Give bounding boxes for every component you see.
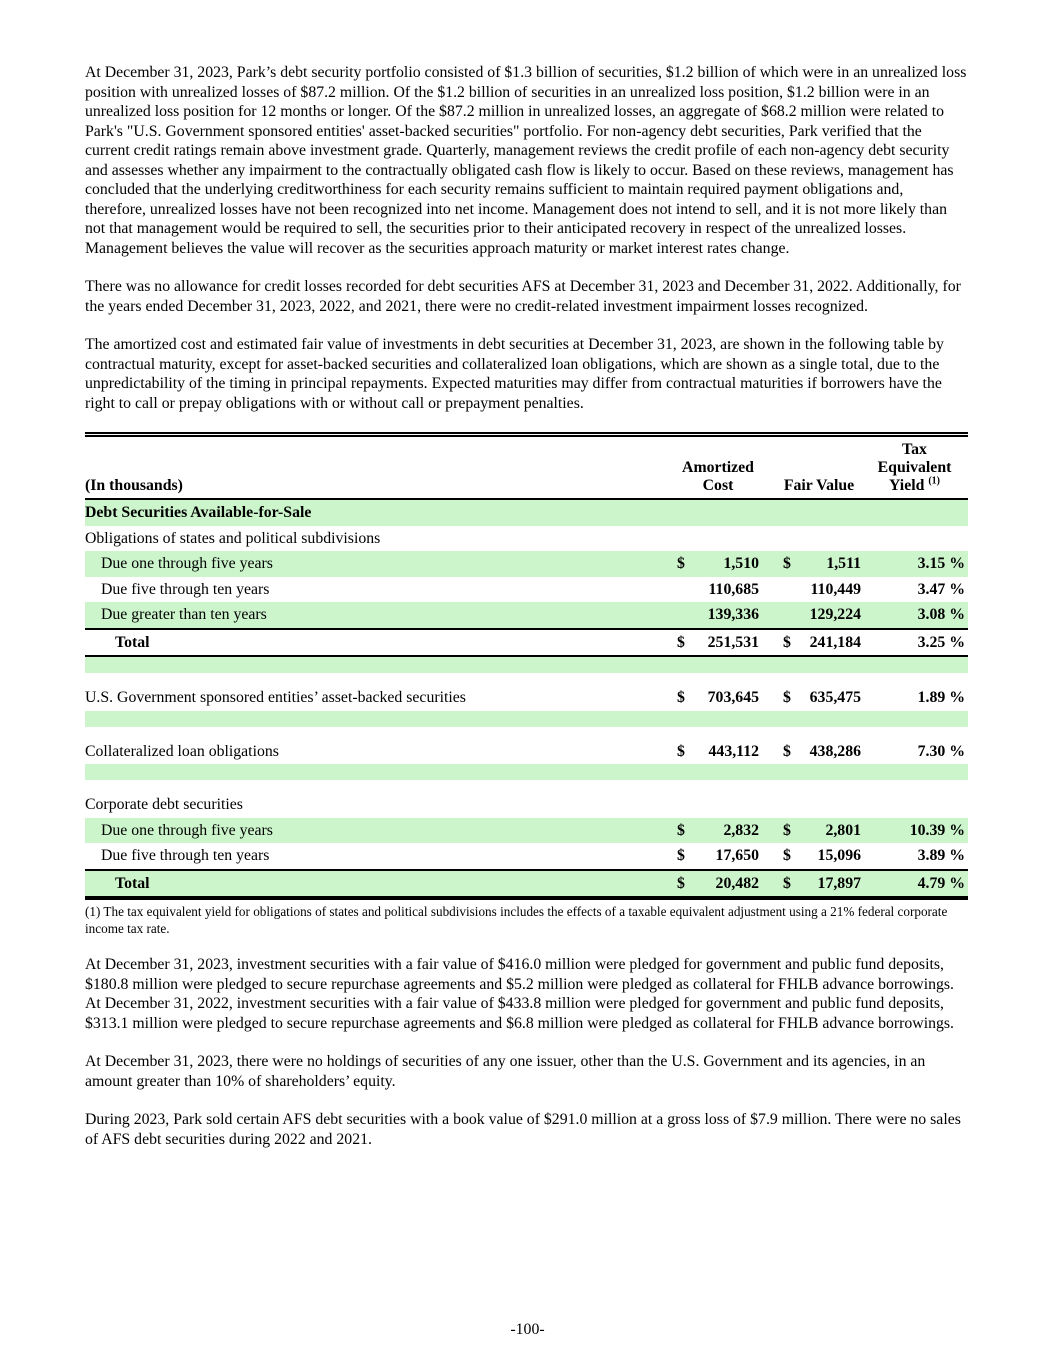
col-header-amortized-cost [677,435,759,500]
data-row-states-due-five-ten [85,577,968,603]
cell-fair-value: 17,897 [803,870,861,899]
debt-securities-maturity-table [85,432,968,900]
data-row-collateralized-loan-obligations [85,739,968,765]
data-row-corporate-due-five-ten [85,843,968,870]
yield-header-line2: Equivalent [877,459,952,476]
col-header-fair-value: Fair Value [759,435,861,500]
cell-dollar: $ [759,870,803,899]
cell-yield: 3.15 % [917,555,965,572]
section-row-corporate-debt-securities: Corporate debt securities [85,792,968,818]
cell-label: Total [85,870,677,899]
cell-fair-value: 2,801 [825,821,861,839]
paragraph-pledged-securities: At December 31, 2023, investment securities with a fair value of $416.0 million were pledged for government and public fund deposits, $180.8 million were pledged to secure repurchase agreements and $5.2 million were pledged as collateral for FHLB advance borrowings. At December 31, 2022, investment securities with a fair value of $433.8 million were pledged for government and public fund deposits, $313.1 million were pledged to secure repurchase agreements and $6.8 million were pledged as collateral for FHLB advance borrowings. [85,956,954,1032]
cell-dollar [759,577,803,603]
cell-dollar: $ [783,555,791,572]
paragraph-credit-losses: There was no allowance for credit losses recorded for debt securities AFS at December 31, 2023 and December 31, 2022. Additionally, for the years ended December 31, 2023, 2022, and 2021, there were no credit-related investment impairment losses recognized. [85,278,961,315]
cell-dollar: $ [677,870,697,899]
cell-yield: 3.25 % [861,629,968,657]
cell-label: Due one through five years [101,821,273,839]
cell-dollar: $ [783,742,791,760]
cell-yield: 4.79 % [861,870,968,899]
section-row-obligations-of-states: Obligations of states and political subdivisions [85,526,968,552]
cell-dollar: $ [677,847,685,864]
col-header-in-thousands: (In thousands) [85,435,677,500]
cell-fair-value: 110,449 [810,580,861,598]
data-row-corporate-due-one-five [85,818,968,844]
cell-yield: 3.89 % [917,847,965,864]
cell-fair-value: 129,224 [809,606,861,623]
cell-fair-value: 241,184 [803,629,861,657]
table-header-row [85,435,968,500]
cell-fair-value: 438,286 [809,742,861,760]
cell-amortized-cost: 443,112 [708,742,759,760]
paragraph-unrealized-losses: At December 31, 2023, Park’s debt security portfolio consisted of $1.3 billion of securities, $1.2 billion of which were in an unrealized loss position with unrealized losses of $87.2 million. Of the $1.2 billion of securities in an unrealized loss position, $1.2 billion were in an unrealized loss position for 12 months or longer. Of the $87.2 million in unrealized losses, an aggregate of $68.2 million were related to Park's "U.S. Government sponsored entities' asset-backed securities" portfolio. For non-agency debt securities, Park verified that the current credit ratings remain above investment grade. Quarterly, management reviews the credit profile of each non-agency debt security and assesses whether any impairment to the contractually obligated cash flow is likely to occur. Based on these reviews, management has concluded that the underlying creditworthiness for each security remains sufficient to maintain required payment obligations and, therefore, unrealized losses have not been recognized into net income. Management does not intend to sell, and it is not more likely than not that management would be required to sell, the securities prior to their anticipated recovery in respect of the unrealized losses. Management believes the value will recover as the securities approach maturity or market interest rates change. [85,64,967,257]
cell-amortized-cost: 20,482 [697,870,759,899]
cell-amortized-cost: 2,832 [723,821,759,839]
spacer-row [85,764,968,780]
total-row-states [85,629,968,657]
cell-dollar: $ [677,555,685,572]
cell-label: Total [85,629,677,657]
spacer-row [85,711,968,727]
cell-amortized-cost: 1,510 [723,555,759,572]
cell-dollar: $ [677,629,697,657]
cell-dollar: $ [677,742,685,760]
amortized-cost-line1: Amortized [682,459,754,476]
cell-dollar: $ [783,821,791,839]
cell-label: U.S. Government sponsored entities’ asset-backed securities [85,689,466,706]
paragraph-contractual-maturity: The amortized cost and estimated fair value of investments in debt securities at December 31, 2023, are shown in the following table by contractual maturity, except for asset-backed securities and collateralized loan obligations, which are shown as a single total, due to the unpredictability of the timing in principal repayments. Expected maturities may differ from contractual maturities if borrowers have the right to call or prepay obligations with or without call or prepayment penalties. [85,336,944,412]
cell-amortized-cost: 110,685 [708,580,759,598]
spacer-row [85,780,968,792]
cell-dollar: $ [677,821,685,839]
paragraph-afs-sales: During 2023, Park sold certain AFS debt securities with a book value of $291.0 million at a gross loss of $7.9 million. There were no sales of AFS debt securities during 2022 and 2021. [85,1111,961,1148]
cell-dollar: $ [759,629,803,657]
paragraph-issuer-concentration: At December 31, 2023, there were no holdings of securities of any one issuer, other than the U.S. Government and its agencies, in an amount greater than 10% of shareholders’ equity. [85,1053,926,1090]
cell-fair-value: 15,096 [817,847,861,864]
cell-label: Due one through five years [101,555,273,572]
spacer-row [85,673,968,685]
cell-amortized-cost: 139,336 [707,606,759,623]
cell-amortized-cost: 703,645 [707,689,759,706]
cell-fair-value: 1,511 [826,555,861,572]
cell-dollar: $ [677,689,685,706]
cell-yield: 7.30 % [917,742,965,760]
cell-amortized-cost: 251,531 [697,629,759,657]
cell-dollar: $ [783,689,791,706]
cell-label: Due five through ten years [101,847,270,864]
cell-dollar: $ [783,847,791,864]
cell-yield: 3.08 % [917,606,965,623]
total-row-corporate [85,870,968,899]
cell-label: Due greater than ten years [101,606,267,623]
cell-dollar [759,602,803,629]
cell-label: Due five through ten years [101,580,270,598]
table-footnote: (1) The tax equivalent yield for obligations of states and political subdivisions includes the effects of a taxable equivalent adjustment using a 21% federal corporate income tax rate. [85,904,948,936]
cell-label: Collateralized loan obligations [85,742,279,760]
footnote-reference: (1) [928,475,941,487]
cell-yield: 1.89 % [917,689,965,706]
spacer-row [85,656,968,673]
spacer-row [85,727,968,739]
section-row-debt-securities-afs: Debt Securities Available-for-Sale [85,499,968,526]
cell-dollar [677,602,697,629]
data-row-states-due-one-five [85,551,968,577]
col-header-tax-equivalent-yield [861,435,968,500]
yield-header-line1: Tax [902,441,927,458]
cell-dollar [677,577,697,603]
amortized-cost-line2: Cost [702,477,734,494]
data-row-us-govt-asset-backed [85,685,968,711]
cell-fair-value: 635,475 [809,689,861,706]
page-number: -100- [510,1320,545,1338]
cell-yield: 10.39 % [909,821,965,839]
cell-yield: 3.47 % [917,580,965,598]
cell-amortized-cost: 17,650 [715,847,759,864]
data-row-states-due-greater-ten [85,602,968,629]
yield-header-line3: Yield $^{(1)}$ [888,475,941,494]
